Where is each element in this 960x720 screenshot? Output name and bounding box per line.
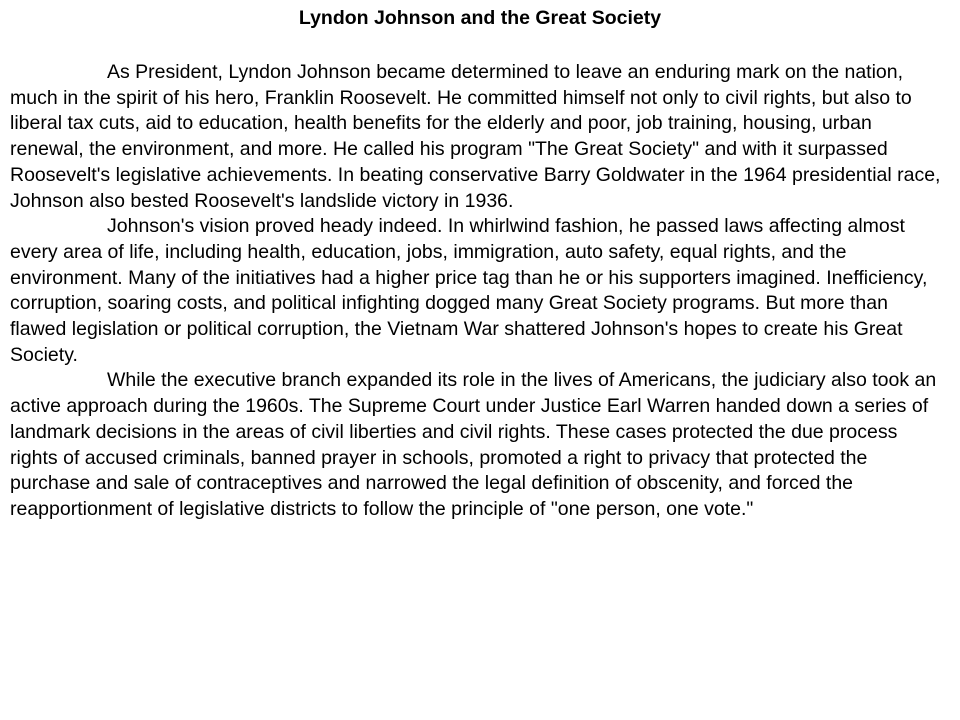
paragraph-johnson-presidency: As President, Lyndon Johnson became determined to leave an enduring mark on the nation, much in the spirit of his hero, Franklin Roosevelt. He committed himself not only to civil rights, but also to liberal tax cuts, aid to education, health benefits for the elderly and poor, job training, housing, urban renewal, the environment, and more. He called his program "The Great Society" and with it surpassed Roosevelt's legislative achievements. In beating conservative Barry Goldwater in the 1964 presidential race, Johnson also bested Roosevelt's landslide victory in 1936. bbox=[10, 61, 941, 212]
paragraph-johnson-vision: Johnson's vision proved heady indeed. In whirlwind fashion, he passed laws affecting almost every area of life, including health, education, jobs, immigration, auto safety, equal rights, and the environment. Many of the initiatives had a higher price tag than he or his supporters imagined. Inefficiency, corruption, soaring costs, and political infighting dogged many Great Society programs. But more than flawed legislation or political corruption, the Vietnam War shattered Johnson's hopes to create his Great Society. bbox=[10, 215, 928, 366]
body-text bbox=[10, 60, 948, 523]
paragraph-warren-court: While the executive branch expanded its role in the lives of Americans, the judiciary also took an active approach during the 1960s. The Supreme Court under Justice Earl Warren handed down a series of landmark decisions in the areas of civil liberties and civil rights. These cases protected the due process rights of accused criminals, banned prayer in schools, promoted a right to privacy that protected the purchase and sale of contraceptives and narrowed the legal definition of obscenity, and forced the reapportionment of legislative districts to follow the principle of "one person, one vote." bbox=[10, 369, 937, 520]
page-title: Lyndon Johnson and the Great Society bbox=[298, 7, 662, 29]
